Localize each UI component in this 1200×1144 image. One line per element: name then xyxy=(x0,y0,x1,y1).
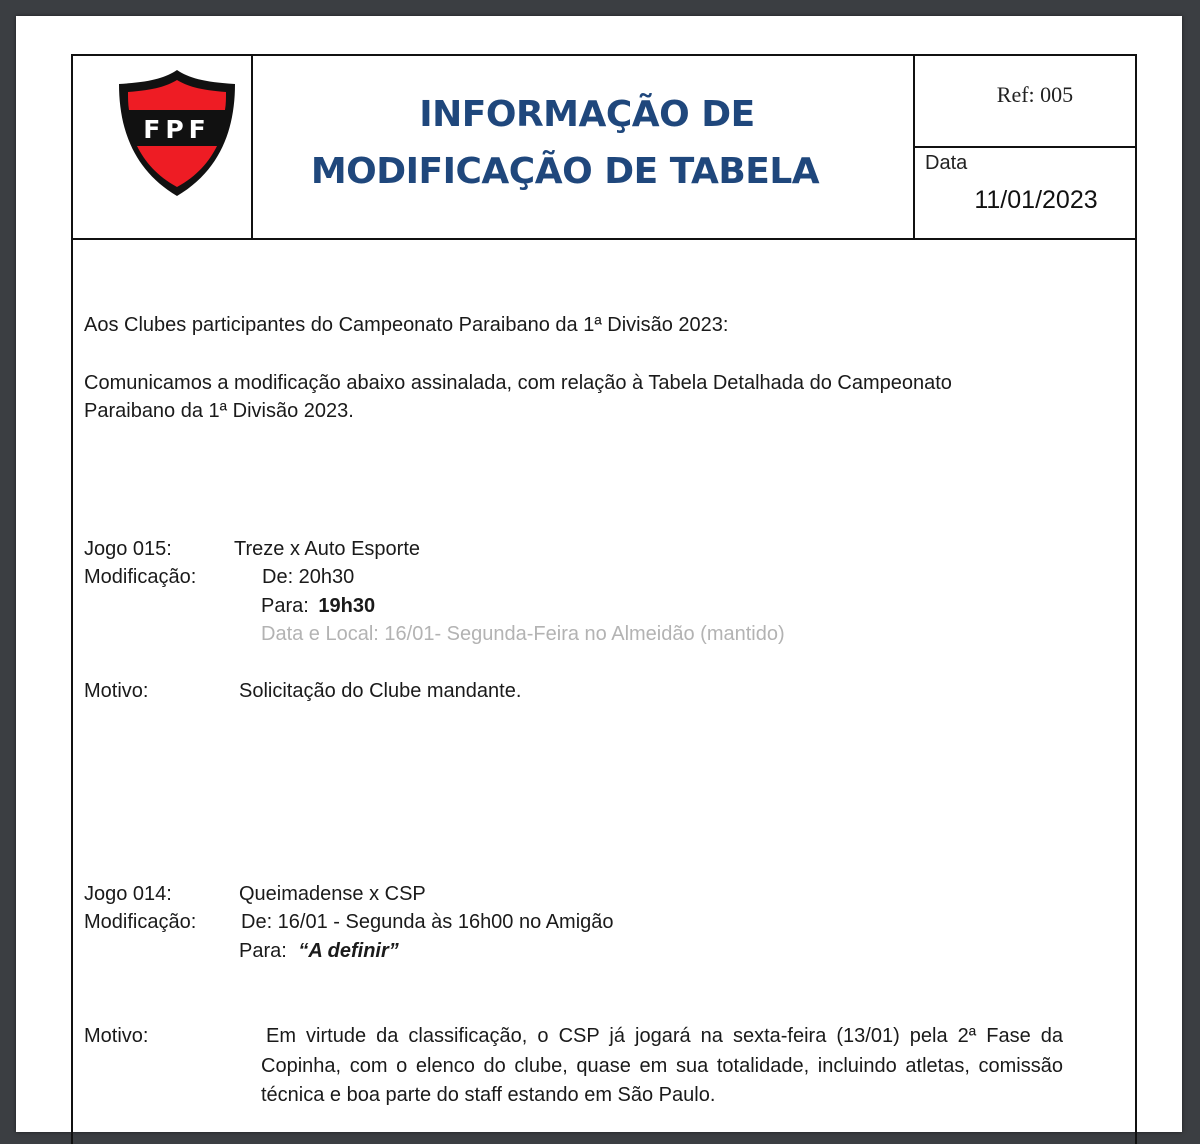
game-014-to xyxy=(239,937,399,965)
game-015-label: Jogo 015: xyxy=(84,538,172,560)
game-014-match: Queimadense x CSP xyxy=(239,883,426,905)
game-015-reason-label: Motivo: xyxy=(84,680,149,702)
title-cell xyxy=(253,56,915,238)
game-015-match: Treze x Auto Esporte xyxy=(234,538,421,560)
date-label: Data xyxy=(925,152,968,174)
intro-paragraph-line-2: Paraibano da 1ª Divisão 2023. xyxy=(84,400,354,422)
intro-paragraph-line-1: Comunicamos a modificação abaixo assinalada, com relação à Tabela Detalhada do Campeonato xyxy=(84,372,952,394)
game-015-to xyxy=(261,592,375,620)
document-title-line-2: MODIFICAÇÃO DE TABELA xyxy=(310,151,820,192)
game-015-from: De: 20h30 xyxy=(262,566,355,588)
svg-text:FPF: FPF xyxy=(143,115,211,144)
game-014-label: Jogo 014: xyxy=(84,883,172,905)
date-cell xyxy=(915,148,1137,238)
game-014-modification-label: Modificação: xyxy=(84,911,197,933)
game-014-reason-label: Motivo: xyxy=(84,1025,149,1047)
game-014-from: De: 16/01 - Segunda às 16h00 no Amigão xyxy=(241,911,614,933)
game-015-to-prefix: Para: xyxy=(261,595,309,617)
header-table xyxy=(73,56,1135,240)
salutation: Aos Clubes participantes do Campeonato Paraibano da 1ª Divisão 2023: xyxy=(84,314,729,336)
game-015-note: Data e Local: 16/01- Segunda-Feira no Almeidão (mantido) xyxy=(261,623,785,645)
fpf-shield-logo-icon xyxy=(115,66,239,200)
document-page xyxy=(16,16,1182,1132)
date-value: 11/01/2023 xyxy=(974,186,1098,214)
game-015-modification-label: Modificação: xyxy=(84,566,197,588)
game-015-reason: Solicitação do Clube mandante. xyxy=(239,680,522,702)
ref-cell xyxy=(915,56,1137,148)
game-014-to-value: “A definir” xyxy=(298,940,399,962)
game-014-to-prefix: Para: xyxy=(239,940,287,962)
reference-number: Ref: 005 xyxy=(996,82,1074,107)
game-014-reason: Em virtude da classificação, o CSP já jogará na sexta-feira (13/01) pela 2ª Fase da Copinha, com o elenco do clube, quase em sua totalidade, incluindo atletas, comissão técnica e boa parte do staff estando em São Paulo. xyxy=(261,1025,1063,1106)
document-title-line-1: INFORMAÇÃO DE xyxy=(419,94,755,135)
logo-cell xyxy=(73,56,253,238)
game-015-to-value: 19h30 xyxy=(318,595,376,617)
document-frame xyxy=(71,54,1137,1144)
